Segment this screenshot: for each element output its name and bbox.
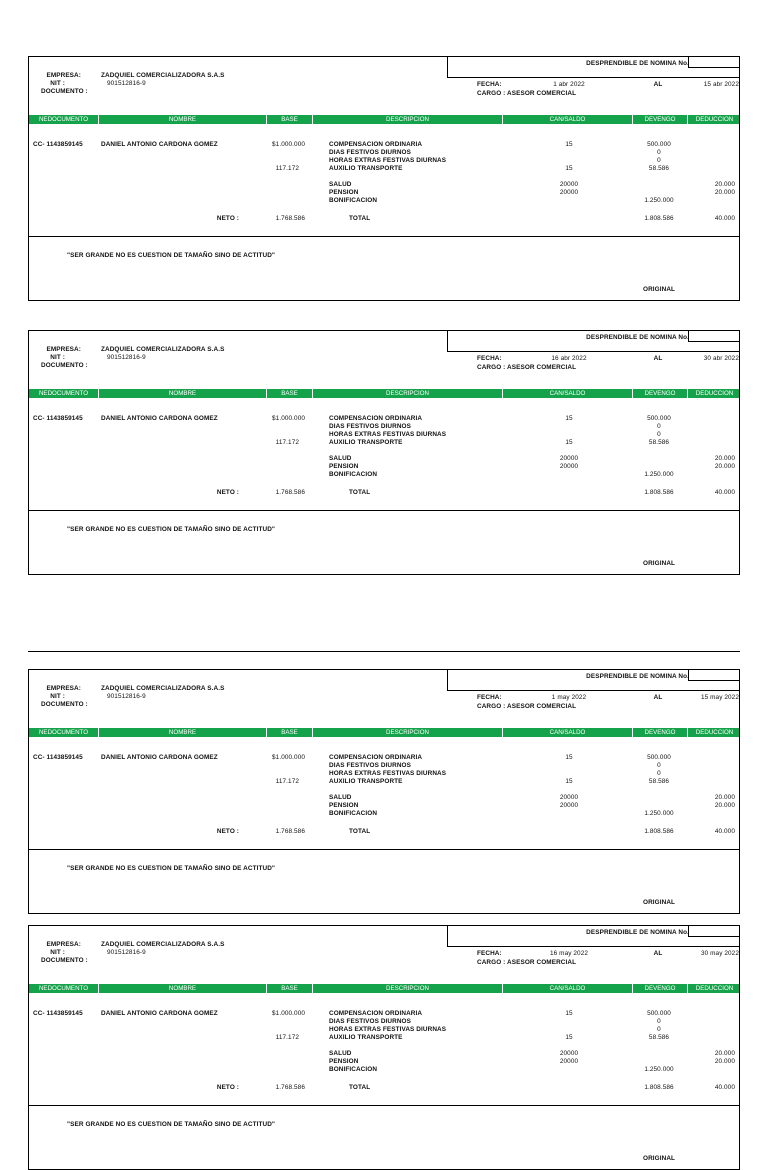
devengo-aux: 58.586 — [648, 165, 670, 172]
desc-bonif: BONIFICACION — [329, 810, 378, 817]
qty-comp: 15 — [565, 415, 573, 422]
company-name: ZADQUIEL COMERCIALIZADORA S.A.S — [101, 685, 225, 692]
desc-pension: PENSION — [329, 802, 359, 809]
qty-comp: 15 — [565, 1010, 573, 1017]
qty-pension: 20000 — [559, 802, 579, 809]
devengo-total: 1.808.586 — [644, 1084, 674, 1091]
neto-value: 1.768.586 — [275, 828, 305, 835]
desc-salud: SALUD — [329, 455, 352, 462]
nomina-number-box — [688, 925, 740, 937]
desc-horas: HORAS EXTRAS FESTIVAS DIURNAS — [329, 770, 447, 777]
deduccion-total: 40.000 — [714, 828, 735, 835]
desc-aux: AUXILIO TRANSPORTE — [329, 778, 403, 785]
company-label: EMPRESA: — [46, 685, 81, 692]
payroll-slip-2 — [28, 330, 740, 575]
col-devengo: DEVENGO — [633, 728, 688, 737]
base-amount: $1.000.000 — [272, 754, 305, 761]
cargo-text: CARGO : ASESOR COMERCIAL — [477, 703, 577, 710]
deduccion-pension: 20.000 — [714, 1058, 735, 1065]
desc-comp: COMPENSACION ORDINARIA — [329, 415, 423, 422]
col-devengo: DEVENGO — [633, 115, 688, 124]
desc-dias: DIAS FESTIVOS DIURNOS — [329, 1018, 411, 1025]
desc-bonif: BONIFICACION — [329, 471, 378, 478]
documento-label: DOCUMENTO : — [41, 88, 88, 95]
company-name: ZADQUIEL COMERCIALIZADORA S.A.S — [101, 346, 225, 353]
qty-salud: 20000 — [559, 1050, 579, 1057]
base-amount: $1.000.000 — [272, 141, 305, 148]
devengo-dias: 0 — [657, 1018, 661, 1025]
fecha-to: 30 may 2022 — [700, 950, 739, 957]
fecha-to: 15 may 2022 — [700, 694, 739, 701]
deduccion-pension: 20.000 — [714, 189, 735, 196]
devengo-horas: 0 — [657, 770, 661, 777]
qty-pension: 20000 — [559, 463, 579, 470]
col-descripcion: DESCRIPCION — [313, 389, 503, 398]
col-nombre: NOMBRE — [99, 984, 267, 993]
col-descripcion: DESCRIPCION — [313, 728, 503, 737]
motto-text: "SER GRANDE NO ES CUESTION DE TAMAÑO SINO DE ACTITUD" — [67, 252, 276, 259]
col-base: BASE — [267, 728, 313, 737]
deduccion-total: 40.000 — [714, 489, 735, 496]
qty-aux: 15 — [565, 439, 573, 446]
desc-pension: PENSION — [329, 463, 359, 470]
total-label: TOTAL — [349, 215, 371, 222]
documento-label: DOCUMENTO : — [41, 362, 88, 369]
nomina-number-box — [688, 56, 740, 68]
original-label: ORIGINAL — [643, 560, 676, 567]
desc-dias: DIAS FESTIVOS DIURNOS — [329, 149, 411, 156]
qty-salud: 20000 — [559, 181, 579, 188]
column-header-bar — [29, 728, 739, 737]
documento-label: DOCUMENTO : — [41, 957, 88, 964]
col-nombre: NOMBRE — [99, 728, 267, 737]
nit-value: 901512816-9 — [107, 693, 146, 700]
employee-doc: CC- 1143859145 — [33, 754, 83, 761]
col-devengo: DEVENGO — [633, 984, 688, 993]
deduccion-salud: 20.000 — [714, 455, 735, 462]
col-nedocumento: NEDOCUMENTO — [29, 728, 99, 737]
employee-doc: CC- 1143859145 — [33, 141, 83, 148]
neto-value: 1.768.586 — [275, 489, 305, 496]
page-separator — [28, 651, 740, 652]
company-label: EMPRESA: — [46, 72, 81, 79]
nomina-number-box — [688, 669, 740, 681]
qty-aux: 15 — [565, 778, 573, 785]
employee-name: DANIEL ANTONIO CARDONA GOMEZ — [101, 141, 218, 148]
desc-pension: PENSION — [329, 1058, 359, 1065]
employee-name: DANIEL ANTONIO CARDONA GOMEZ — [101, 415, 218, 422]
devengo-aux: 58.586 — [648, 1034, 670, 1041]
desc-horas: HORAS EXTRAS FESTIVAS DIURNAS — [329, 1026, 447, 1033]
nomina-number-box — [688, 330, 740, 342]
fecha-label: FECHA: — [477, 694, 502, 701]
desc-salud: SALUD — [329, 181, 352, 188]
original-label: ORIGINAL — [643, 1155, 676, 1162]
qty-salud: 20000 — [559, 794, 579, 801]
nit-label: NIT : — [50, 949, 65, 956]
col-devengo: DEVENGO — [633, 389, 688, 398]
transport-base: 117.172 — [275, 1034, 299, 1041]
devengo-comp: 500.000 — [647, 141, 671, 148]
desc-comp: COMPENSACION ORDINARIA — [329, 1010, 423, 1017]
desc-horas: HORAS EXTRAS FESTIVAS DIURNAS — [329, 157, 447, 164]
devengo-bonif: 1.250.000 — [644, 1066, 674, 1073]
desc-salud: SALUD — [329, 1050, 352, 1057]
total-label: TOTAL — [349, 489, 371, 496]
company-name: ZADQUIEL COMERCIALIZADORA S.A.S — [101, 941, 225, 948]
nit-label: NIT : — [50, 693, 65, 700]
cargo-text: CARGO : ASESOR COMERCIAL — [477, 364, 577, 371]
col-descripcion: DESCRIPCION — [313, 115, 503, 124]
col-cansaldo: CAN/SALDO — [503, 984, 633, 993]
col-nombre: NOMBRE — [99, 389, 267, 398]
total-label: TOTAL — [349, 828, 371, 835]
al-label: AL — [653, 694, 663, 701]
desc-bonif: BONIFICACION — [329, 1066, 378, 1073]
employee-name: DANIEL ANTONIO CARDONA GOMEZ — [101, 754, 218, 761]
nit-value: 901512816-9 — [107, 949, 146, 956]
neto-label: NETO : — [216, 215, 239, 222]
cargo-text: CARGO : ASESOR COMERCIAL — [477, 90, 577, 97]
devengo-dias: 0 — [657, 149, 661, 156]
col-deduccion: DEDUCCION — [695, 985, 734, 992]
devengo-bonif: 1.250.000 — [644, 810, 674, 817]
col-nombre: NOMBRE — [99, 115, 267, 124]
original-label: ORIGINAL — [643, 899, 676, 906]
devengo-comp: 500.000 — [647, 754, 671, 761]
col-nedocumento: NEDOCUMENTO — [29, 115, 99, 124]
documento-label: DOCUMENTO : — [41, 701, 88, 708]
devengo-dias: 0 — [657, 423, 661, 430]
devengo-horas: 0 — [657, 157, 661, 164]
desc-salud: SALUD — [329, 794, 352, 801]
desc-dias: DIAS FESTIVOS DIURNOS — [329, 423, 411, 430]
company-label: EMPRESA: — [46, 346, 81, 353]
neto-value: 1.768.586 — [275, 215, 305, 222]
qty-comp: 15 — [565, 141, 573, 148]
col-nedocumento: NEDOCUMENTO — [29, 389, 99, 398]
desc-pension: PENSION — [329, 189, 359, 196]
desprendible-label: DESPRENDIBLE DE NOMINA No. — [586, 60, 689, 67]
payroll-slip-3 — [28, 669, 740, 914]
employee-doc: CC- 1143859145 — [33, 415, 83, 422]
qty-aux: 15 — [565, 165, 573, 172]
col-cansaldo: CAN/SALDO — [503, 728, 633, 737]
nit-value: 901512816-9 — [107, 80, 146, 87]
col-descripcion: DESCRIPCION — [313, 984, 503, 993]
nit-label: NIT : — [50, 80, 65, 87]
col-cansaldo: CAN/SALDO — [503, 115, 633, 124]
desc-aux: AUXILIO TRANSPORTE — [329, 165, 403, 172]
transport-base: 117.172 — [275, 165, 299, 172]
col-deduccion: DEDUCCION — [695, 390, 734, 397]
devengo-aux: 58.586 — [648, 439, 670, 446]
desc-aux: AUXILIO TRANSPORTE — [329, 1034, 403, 1041]
qty-pension: 20000 — [559, 1058, 579, 1065]
devengo-total: 1.808.586 — [644, 215, 674, 222]
col-nedocumento: NEDOCUMENTO — [29, 984, 99, 993]
transport-base: 117.172 — [275, 439, 299, 446]
base-amount: $1.000.000 — [272, 1010, 305, 1017]
desc-comp: COMPENSACION ORDINARIA — [329, 141, 423, 148]
devengo-total: 1.808.586 — [644, 828, 674, 835]
deduccion-salud: 20.000 — [714, 181, 735, 188]
deduccion-total: 40.000 — [714, 1084, 735, 1091]
col-cansaldo: CAN/SALDO — [503, 389, 633, 398]
col-base: BASE — [267, 984, 313, 993]
column-header-bar — [29, 984, 739, 993]
neto-label: NETO : — [216, 489, 239, 496]
desprendible-label: DESPRENDIBLE DE NOMINA No. — [586, 929, 689, 936]
nit-label: NIT : — [50, 354, 65, 361]
fecha-label: FECHA: — [477, 81, 502, 88]
devengo-aux: 58.586 — [648, 778, 670, 785]
payroll-slip-4 — [28, 925, 740, 1170]
qty-comp: 15 — [565, 754, 573, 761]
motto-text: "SER GRANDE NO ES CUESTION DE TAMAÑO SINO DE ACTITUD" — [67, 1121, 276, 1128]
al-label: AL — [653, 81, 663, 88]
fecha-from: 1 may 2022 — [551, 694, 587, 701]
fecha-label: FECHA: — [477, 950, 502, 957]
desprendible-label: DESPRENDIBLE DE NOMINA No. — [586, 673, 689, 680]
transport-base: 117.172 — [275, 778, 299, 785]
neto-label: NETO : — [216, 828, 239, 835]
fecha-to: 15 abr 2022 — [703, 81, 739, 88]
devengo-comp: 500.000 — [647, 415, 671, 422]
desc-horas: HORAS EXTRAS FESTIVAS DIURNAS — [329, 431, 447, 438]
payroll-slip-1 — [28, 56, 740, 301]
fecha-from: 16 abr 2022 — [551, 355, 587, 362]
deduccion-salud: 20.000 — [714, 794, 735, 801]
desprendible-label: DESPRENDIBLE DE NOMINA No. — [586, 334, 689, 341]
employee-doc: CC- 1143859145 — [33, 1010, 83, 1017]
col-base: BASE — [267, 115, 313, 124]
col-deduccion: DEDUCCION — [695, 729, 734, 736]
fecha-to: 30 abr 2022 — [703, 355, 739, 362]
col-deduccion: DEDUCCION — [695, 116, 734, 123]
motto-text: "SER GRANDE NO ES CUESTION DE TAMAÑO SINO DE ACTITUD" — [67, 526, 276, 533]
al-label: AL — [653, 950, 663, 957]
devengo-bonif: 1.250.000 — [644, 197, 674, 204]
devengo-horas: 0 — [657, 431, 661, 438]
deduccion-salud: 20.000 — [714, 1050, 735, 1057]
motto-text: "SER GRANDE NO ES CUESTION DE TAMAÑO SINO DE ACTITUD" — [67, 865, 276, 872]
column-header-bar — [29, 389, 739, 398]
devengo-comp: 500.000 — [647, 1010, 671, 1017]
cargo-text: CARGO : ASESOR COMERCIAL — [477, 959, 577, 966]
base-amount: $1.000.000 — [272, 415, 305, 422]
devengo-horas: 0 — [657, 1026, 661, 1033]
devengo-bonif: 1.250.000 — [644, 471, 674, 478]
deduccion-pension: 20.000 — [714, 463, 735, 470]
company-label: EMPRESA: — [46, 941, 81, 948]
employee-name: DANIEL ANTONIO CARDONA GOMEZ — [101, 1010, 218, 1017]
devengo-dias: 0 — [657, 762, 661, 769]
qty-aux: 15 — [565, 1034, 573, 1041]
column-header-bar — [29, 115, 739, 124]
deduccion-total: 40.000 — [714, 215, 735, 222]
desc-comp: COMPENSACION ORDINARIA — [329, 754, 423, 761]
qty-pension: 20000 — [559, 189, 579, 196]
fecha-from: 16 may 2022 — [549, 950, 589, 957]
col-base: BASE — [267, 389, 313, 398]
qty-salud: 20000 — [559, 455, 579, 462]
desc-aux: AUXILIO TRANSPORTE — [329, 439, 403, 446]
fecha-label: FECHA: — [477, 355, 502, 362]
company-name: ZADQUIEL COMERCIALIZADORA S.A.S — [101, 72, 225, 79]
desc-bonif: BONIFICACION — [329, 197, 378, 204]
desc-dias: DIAS FESTIVOS DIURNOS — [329, 762, 411, 769]
deduccion-pension: 20.000 — [714, 802, 735, 809]
total-label: TOTAL — [349, 1084, 371, 1091]
neto-value: 1.768.586 — [275, 1084, 305, 1091]
nit-value: 901512816-9 — [107, 354, 146, 361]
neto-label: NETO : — [216, 1084, 239, 1091]
fecha-from: 1 abr 2022 — [553, 81, 585, 88]
al-label: AL — [653, 355, 663, 362]
devengo-total: 1.808.586 — [644, 489, 674, 496]
original-label: ORIGINAL — [643, 286, 676, 293]
